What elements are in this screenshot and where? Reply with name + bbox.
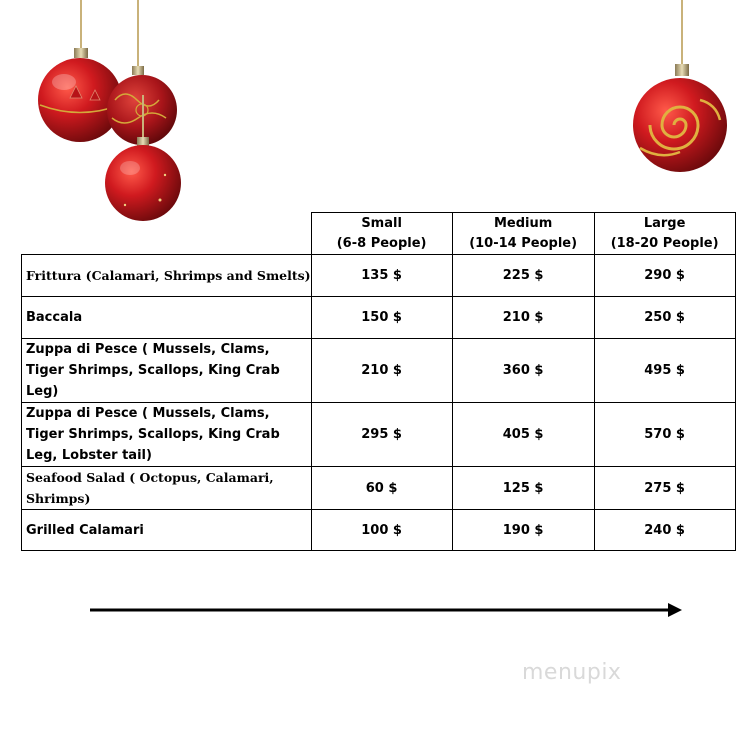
price-large: 290 $ [594,255,735,297]
price-medium: 405 $ [452,403,594,467]
header-people-label: (10-14 People) [469,235,578,251]
price-medium: 225 $ [452,255,594,297]
price-medium: 210 $ [452,297,594,339]
menu-item-name: Zuppa di Pesce ( Mussels, Clams, Tiger Shrimps, Scallops, King Crab Leg) [22,339,312,403]
price-small: 60 $ [311,467,452,510]
price-medium: 360 $ [452,339,594,403]
menu-item-name: Grilled Calamari [22,510,312,551]
catering-price-table [21,212,736,551]
price-large: 275 $ [594,467,735,510]
menu-item-name: Seafood Salad ( Octopus, Calamari, Shrimps) [22,467,312,510]
table-row [22,297,736,339]
price-medium: 125 $ [452,467,594,510]
header-size-label: Medium [493,215,553,231]
table-row [22,510,736,551]
menu-item-name: Frittura (Calamari, Shrimps and Smelts) [22,255,312,297]
christmas-ornament-icon [633,0,727,172]
price-small: 150 $ [311,297,452,339]
price-small: 100 $ [311,510,452,551]
right-arrow-icon [90,600,685,620]
christmas-ornaments [0,0,756,230]
header-people-label: (6-8 People) [336,235,427,251]
price-small: 210 $ [311,339,452,403]
price-large: 240 $ [594,510,735,551]
header-people-label: (18-20 People) [610,235,719,251]
table-row [22,255,736,297]
header-empty-cell [22,213,312,255]
table-row [22,467,736,510]
watermark: menupix [522,660,622,685]
header-size-label: Large [643,215,686,231]
price-large: 250 $ [594,297,735,339]
header-large [594,213,735,255]
table-row [22,403,736,467]
price-small: 295 $ [311,403,452,467]
price-medium: 190 $ [452,510,594,551]
header-medium [452,213,594,255]
price-small: 135 $ [311,255,452,297]
price-large: 495 $ [594,339,735,403]
header-size-label: Small [361,215,402,231]
header-small [311,213,452,255]
menu-item-name: Zuppa di Pesce ( Mussels, Clams, Tiger Shrimps, Scallops, King Crab Leg, Lobster tail) [22,403,312,467]
price-large: 570 $ [594,403,735,467]
table-row [22,339,736,403]
table-header-row [22,213,736,255]
menu-item-name: Baccala [22,297,312,339]
